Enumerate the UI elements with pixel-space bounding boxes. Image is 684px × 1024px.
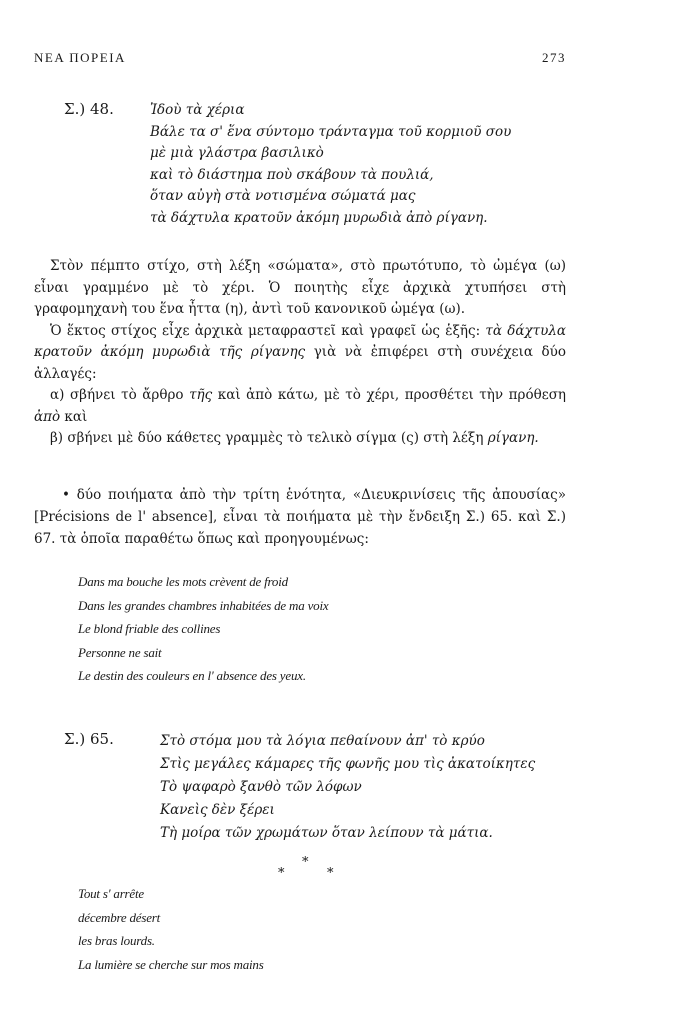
- verse-line: Personne ne sait: [78, 644, 162, 660]
- text-span: καὶ ἀπὸ κάτω, μὲ τὸ χέρι, προσθέτει τὴν πρόθεση: [212, 387, 566, 403]
- poem-48: [150, 100, 511, 229]
- french-poem-67: [78, 882, 264, 976]
- asterism-star: *: [327, 866, 334, 881]
- commentary: [34, 256, 566, 450]
- verse-line: καὶ τὸ διάστημα ποὺ σκάβουν τὰ πουλιά,: [150, 166, 434, 183]
- bullet-paragraph: [34, 484, 566, 550]
- bullet-text: • δύο ποιήματα ἀπὸ τὴν τρίτη ἑνότητα, «Διευκρινίσεις τῆς ἀπουσίας» [Précisions de l' absence], εἶναι τὰ ποιήματα μὲ τὴν ἔνδειξη Σ.) 65. καὶ Σ.) 67. τὰ ὁποῖα παραθέτω ὅπως καὶ προηγουμένως:: [34, 487, 566, 547]
- verse-line: Στὶς μεγάλες κάμαρες τῆς φωνῆς μου τὶς ἀκατοίκητες: [160, 756, 536, 772]
- text-span: β) σβήνει μὲ δύο κάθετες γραμμὲς τὸ τελικὸ σίγμα (ς) στὴ λέξη: [50, 430, 488, 446]
- verse-line: Κανεὶς δὲν ξέρει: [160, 802, 275, 818]
- verse-line: μὲ μιὰ γλάστρα βασιλικὸ: [150, 145, 324, 161]
- text-span: Ὁ ἕκτος στίχος εἶχε ἀρχικὰ μεταφραστεῖ καὶ γραφεῖ ὡς ἑξῆς:: [50, 322, 486, 339]
- verse-line: Tout s' arrête: [78, 886, 144, 901]
- verse-line: Τὸ ψαφαρὸ ξανθὸ τῶν λόφων: [160, 779, 362, 795]
- verse-line: ὅταν αὐγὴ στὰ νοτισμένα σώματά μας: [150, 188, 416, 204]
- poem-65-label: Σ.) 65.: [64, 730, 114, 748]
- commentary-item-a: [34, 385, 566, 428]
- running-title: ΝΕΑ ΠΟΡΕΙΑ: [34, 50, 126, 65]
- poem-65: [160, 730, 535, 845]
- verse-line: Le blond friable des collines: [78, 621, 221, 636]
- french-poem-65: [78, 570, 328, 688]
- quoted-word: ἀπὸ: [34, 408, 61, 425]
- page-header: [34, 50, 566, 66]
- verse-line: Τὴ μοίρα τῶν χρωμάτων ὅταν λείπουν τὰ μάτια.: [160, 825, 493, 841]
- verse-line: les bras lourds.: [78, 933, 155, 948]
- verse-line: décembre désert: [78, 909, 161, 925]
- verse-line: Ἰδοὺ τὰ χέρια: [150, 102, 245, 118]
- commentary-paragraph: Στὸν πέμπτο στίχο, στὴ λέξη «σώματα», στὸ πρωτότυπο, τὸ ὠμέγα (ω) εἶναι γραμμένο μὲ τὸ χέρι. Ὁ ποιητὴς εἶχε ἀρχικὰ χτυπήσει στὴ γραφομηχανὴ του ἕνα ἦττα (η), ἀντὶ τοῦ κανονικοῦ ὠμέγα (ω).: [34, 258, 566, 317]
- quoted-word: τῆς: [189, 387, 213, 403]
- page-number: 273: [542, 50, 566, 65]
- verse-line: Στὸ στόμα μου τὰ λόγια πεθαίνουν ἀπ' τὸ κρύο: [160, 733, 485, 749]
- commentary-item-b: [34, 428, 566, 450]
- commentary-paragraph: [34, 321, 566, 386]
- verse-line: Dans les grandes chambres inhabitées de ma voix: [78, 597, 329, 613]
- verse-line: Le destin des couleurs en l' absence des yeux.: [78, 668, 306, 683]
- asterism-star: *: [278, 866, 285, 881]
- verse-line: La lumière se cherche sur mos mains: [78, 956, 264, 972]
- quoted-word: ρίγανη.: [487, 430, 539, 446]
- quoted-verse: τὰ δάχτυλα κρατοῦν ἀκόμη μυρωδιὰ τῆς ρίγανης: [34, 322, 566, 360]
- text-span: γιὰ νὰ ἐπιφέρει στὴ συνέχεια δύο ἀλλαγές:: [34, 344, 566, 382]
- verse-line: Dans ma bouche les mots crèvent de froid: [78, 574, 288, 589]
- poem-48-label: Σ.) 48.: [64, 100, 114, 118]
- text-span: α) σβήνει τὸ ἄρθρο: [50, 387, 190, 403]
- asterism-star: *: [302, 855, 309, 870]
- verse-line: τὰ δάχτυλα κρατοῦν ἀκόμη μυρωδιὰ ἀπὸ ρίγανη.: [150, 209, 488, 226]
- verse-line: Βάλε τα σ' ἕνα σύντομο τράνταγμα τοῦ κορμιοῦ σου: [150, 123, 512, 140]
- text-span: καὶ: [60, 408, 88, 425]
